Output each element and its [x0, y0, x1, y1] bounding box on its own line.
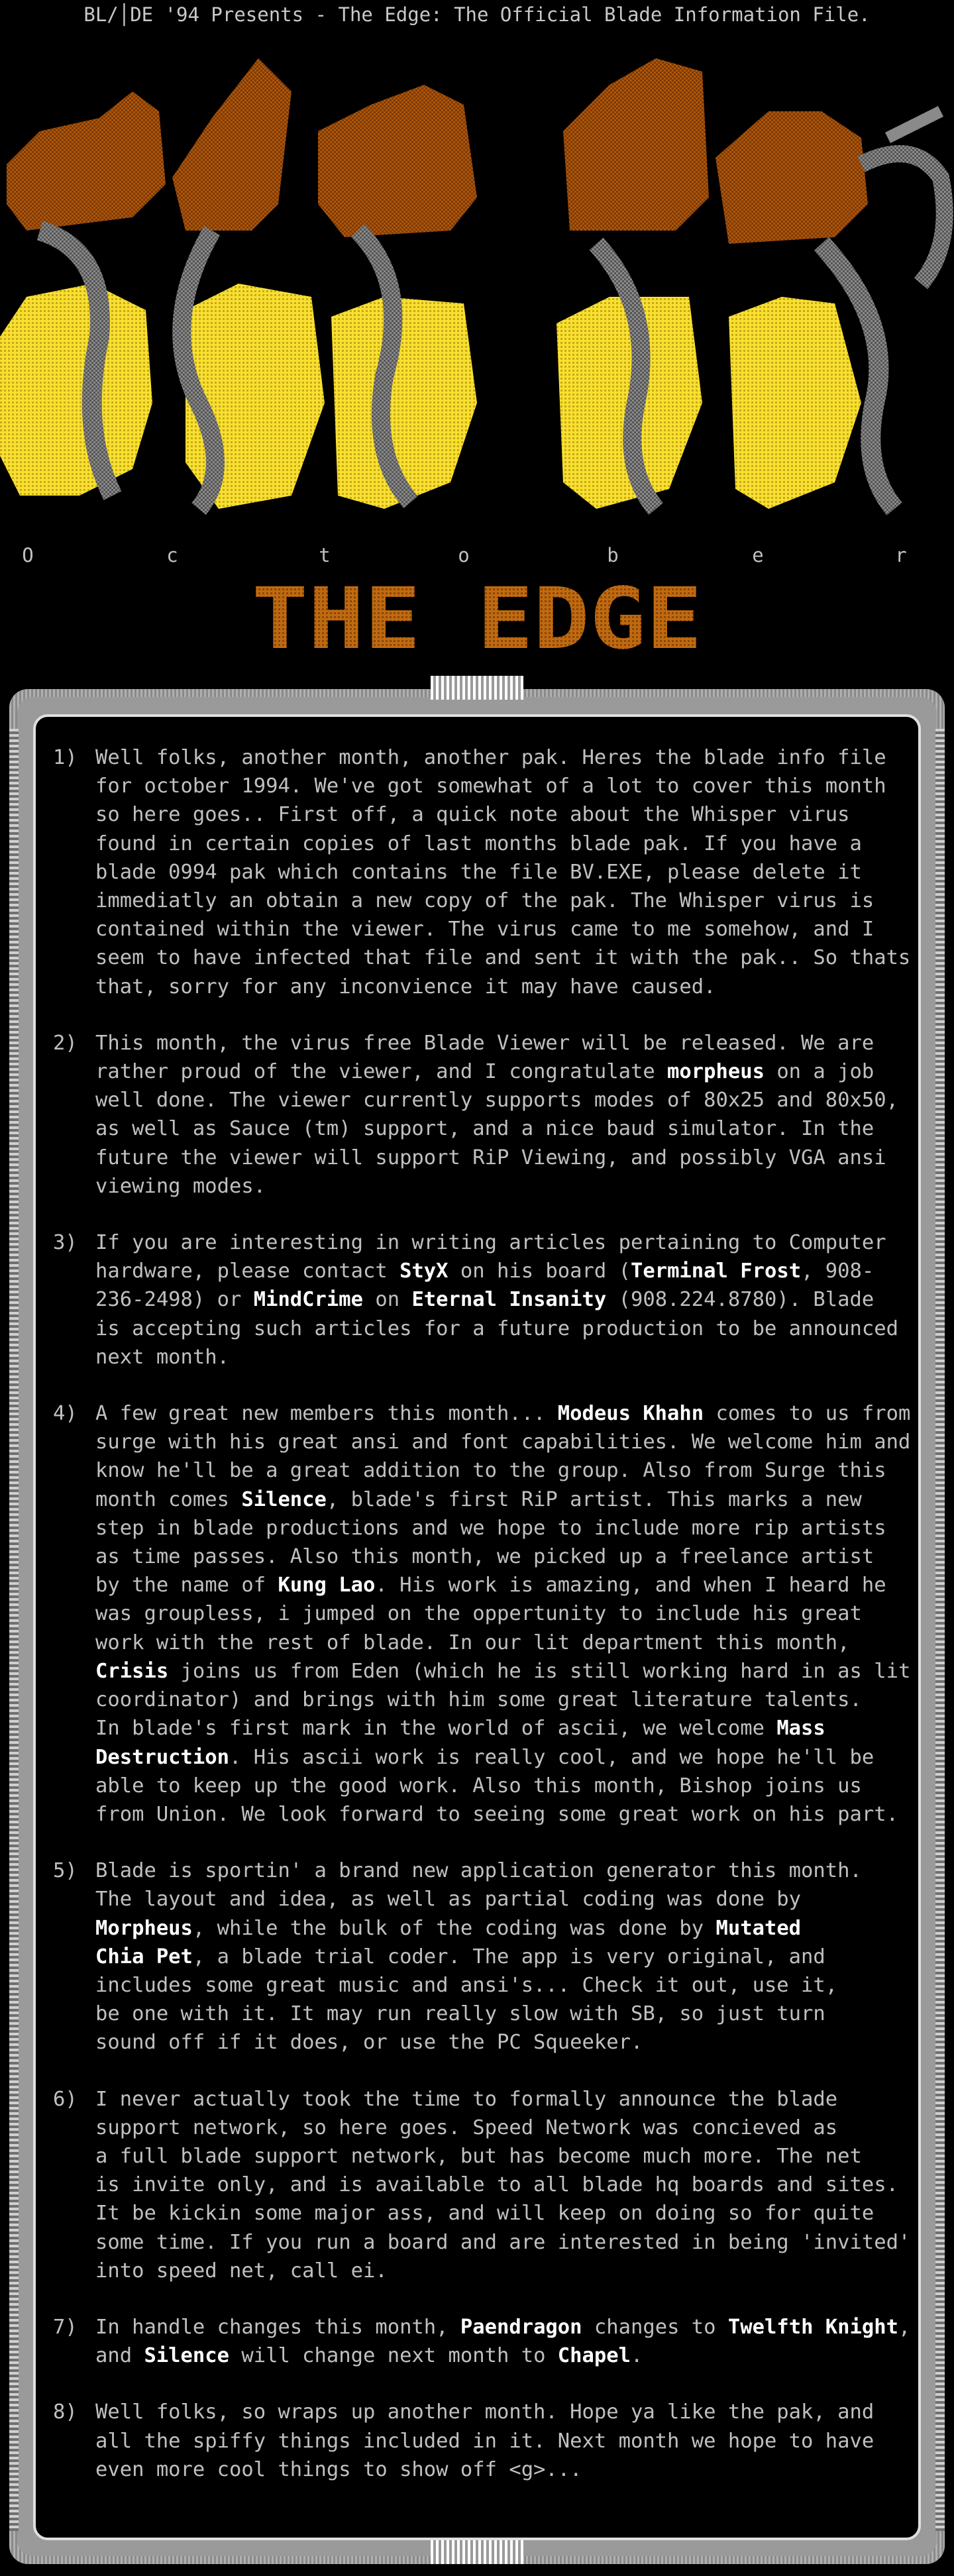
item-text: [95, 2257, 901, 2285]
text-segment: is invite only, and is available to all blade hq boards and sites.: [95, 2173, 898, 2197]
item-text: [95, 2000, 901, 2028]
item-number: [53, 1914, 95, 1943]
item-number: [53, 2257, 95, 2285]
item-number: [53, 2427, 95, 2455]
text-segment: step in blade productions and we hope to include more rip artists: [95, 1516, 886, 1540]
info-line: [53, 886, 901, 915]
item-text: [95, 1086, 901, 1114]
info-line: [53, 1629, 901, 1657]
text-segment: In blade's first mark in the world of ascii, we welcome: [95, 1717, 777, 1741]
item-text: [95, 2228, 910, 2257]
highlighted-name: MindCrime: [253, 1288, 363, 1312]
info-line: [53, 2142, 901, 2171]
text-segment: a full blade support network, but has become much more. The net: [95, 2144, 862, 2168]
info-line: [53, 2427, 901, 2455]
text-segment: found in certain copies of last months blade pak. If you have a: [95, 832, 862, 855]
item-text: [95, 943, 910, 972]
item-text: [95, 1657, 910, 1686]
item-text: [95, 1714, 901, 1743]
item-text: [95, 1800, 901, 1829]
item-number: [53, 2114, 95, 2142]
text-segment: able to keep up the good work. Also this month, Bishop joins us: [95, 1774, 862, 1798]
info-line: [53, 2228, 911, 2257]
text-segment: work with the rest of blade. In our lit department this month,: [95, 1631, 850, 1654]
highlighted-name: Twelfth Knight: [727, 2315, 898, 2339]
info-line: [53, 1172, 901, 1201]
item-number: 4): [53, 1402, 78, 1426]
text-segment: sound off if it does, or use the PC Squeeker.: [95, 2031, 643, 2055]
frame-edge-left: [9, 729, 19, 2531]
highlighted-name: Mass: [776, 1717, 825, 1741]
text-segment: . His work is amazing, and when I heard he: [375, 1574, 886, 1597]
item-number: [53, 1772, 95, 1800]
text-segment: know he'll be a great addition to the group. Also from Surge this: [95, 1459, 886, 1483]
info-line: [53, 1428, 911, 1456]
item-number: [53, 1571, 95, 1599]
item-text: [95, 1743, 901, 1772]
info-item-5: [53, 1856, 901, 2057]
highlighted-name: Terminal Frost: [630, 1260, 802, 1283]
logo-letter-b-bottom: [0, 284, 152, 496]
month-letter: c: [166, 544, 178, 566]
text-segment: support network, so here goes. Speed Network was concieved as: [95, 2116, 838, 2139]
item-number: [53, 800, 95, 829]
info-line: [53, 1514, 901, 1542]
text-segment: surge with his great ansi and font capabilities. We welcome him and: [95, 1430, 911, 1454]
text-segment: viewing modes.: [95, 1174, 266, 1198]
month-letter: t: [319, 544, 331, 566]
item-text: [95, 1285, 901, 1314]
info-line: [53, 1399, 911, 1428]
item-text: [95, 1057, 901, 1086]
text-segment: as well as Sauce (tm) support, and a nice baud simulator. In the: [95, 1117, 874, 1141]
text-segment: A few great new members this month...: [95, 1402, 558, 1426]
highlighted-name: Silence: [241, 1487, 327, 1511]
info-line: [53, 800, 901, 829]
item-text: [95, 1343, 901, 1371]
item-number: [53, 915, 95, 943]
info-line: [53, 1228, 901, 1257]
highlighted-name: Kung Lao: [278, 1574, 376, 1597]
item-number: [53, 1086, 95, 1114]
highlighted-name: Destruction: [95, 1745, 229, 1769]
info-item-8: [53, 2398, 901, 2484]
item-number: [53, 1542, 95, 1571]
info-line: [53, 1743, 901, 1772]
item-text: [95, 1144, 901, 1172]
item-text: [95, 1228, 901, 1257]
text-segment: will change next month to: [229, 2344, 558, 2368]
info-line: [53, 1971, 901, 2000]
info-line: [53, 1599, 901, 1628]
info-line: [53, 2398, 901, 2426]
item-number: [53, 2028, 95, 2057]
info-line: [53, 1343, 901, 1371]
item-text: [95, 1856, 901, 1885]
text-segment: (908.224.8780). Blade: [606, 1288, 874, 1312]
month-letter: b: [607, 544, 619, 566]
text-segment: that, sorry for any inconvience it may have caused.: [95, 975, 716, 998]
text-segment: , a blade trial coder. The app is very original, and: [192, 1945, 825, 1968]
item-number: [53, 1885, 95, 1913]
info-line: [53, 2313, 911, 2341]
info-line: [53, 830, 901, 858]
text-segment: Well folks, so wraps up another month. Hope ya like the pak, and: [95, 2400, 874, 2424]
item-number: [53, 1428, 95, 1456]
info-line: [53, 772, 901, 800]
item-number: [53, 2000, 95, 2028]
text-segment: was groupless, i jumped on the oppertunity to include his great: [95, 1602, 862, 1626]
item-text: [95, 2028, 901, 2057]
item-number: [53, 1657, 95, 1686]
text-segment: 236-2498) or: [95, 1288, 254, 1312]
text-segment: joins us from Eden (which he is still working hard in as lit: [168, 1659, 911, 1683]
item-text: [95, 1428, 910, 1456]
highlighted-name: Paendragon: [460, 2315, 582, 2339]
item-number: [53, 1971, 95, 2000]
text-segment: seem to have infected that file and sent it with the pak.. So thats: [95, 946, 911, 970]
item-number: 2): [53, 1031, 78, 1055]
item-text: [95, 1514, 901, 1542]
item-text: [95, 1599, 901, 1628]
item-number: 7): [53, 2315, 78, 2339]
text-segment: blade 0994 pak which contains the file BV.EXE, please delete it: [95, 860, 862, 884]
month-letter: e: [752, 544, 764, 566]
item-text: [95, 2142, 901, 2171]
item-number: [53, 1144, 95, 1172]
item-text: [95, 1885, 901, 1913]
info-line: [53, 1057, 901, 1086]
info-line: [53, 1257, 901, 1285]
item-text: [95, 772, 901, 800]
info-line: [53, 2028, 901, 2057]
info-line: [53, 1029, 901, 1057]
text-segment: as time passes. Also this month, we picked up a freelance artist: [95, 1545, 874, 1569]
item-text: [95, 1172, 901, 1201]
item-number: [53, 830, 95, 858]
info-item-7: [53, 2313, 911, 2370]
item-text: [95, 1686, 901, 1714]
item-number: [53, 2171, 95, 2199]
text-segment: rather proud of the viewer, and I congratulate: [95, 1060, 668, 1084]
info-line: [53, 2114, 901, 2142]
text-segment: changes to: [582, 2315, 728, 2339]
text-segment: and: [95, 2344, 144, 2368]
item-number: [53, 1257, 95, 1285]
item-number: 5): [53, 1859, 78, 1883]
item-number: [53, 943, 95, 972]
item-text: [95, 858, 901, 886]
item-number: [53, 1057, 95, 1086]
info-line: [53, 2341, 901, 2370]
text-segment: It be kickin some major ass, and will keep on doing so for quite: [95, 2202, 874, 2226]
item-number: 1): [53, 746, 78, 769]
item-text: [95, 1772, 901, 1800]
info-line: [53, 915, 901, 943]
text-segment: is accepting such articles for a future production to be announced: [95, 1316, 898, 1340]
info-line: [53, 1800, 901, 1829]
info-line: [53, 1542, 901, 1571]
text-segment: be one with it. It may run really slow with SB, so just turn: [95, 2002, 825, 2026]
item-number: [53, 886, 95, 915]
item-number: [53, 2142, 95, 2171]
info-line: [53, 1856, 901, 1885]
item-number: [53, 1514, 95, 1542]
highlighted-name: Morpheus: [95, 1916, 193, 1940]
text-segment: next month.: [95, 1345, 229, 1369]
item-number: 6): [53, 2087, 78, 2111]
item-number: [53, 2228, 95, 2257]
item-number: [53, 1343, 95, 1371]
info-line: [53, 1686, 901, 1714]
text-segment: on a job: [764, 1060, 874, 1084]
info-line: [53, 1657, 911, 1686]
item-text: [95, 1943, 901, 1971]
logo-letter-b-top: [7, 91, 166, 231]
item-number: [53, 1114, 95, 1143]
item-number: [53, 1456, 95, 1485]
info-line: [53, 1456, 901, 1485]
item-text: [95, 1257, 901, 1285]
info-line: [53, 1144, 901, 1172]
info-item-1: [53, 743, 911, 1001]
text-segment: month comes: [95, 1487, 242, 1511]
edge-title: [0, 576, 954, 663]
item-number: [53, 1629, 95, 1657]
info-item-4: [53, 1399, 911, 1829]
text-segment: I never actually took the time to formally announce the blade: [95, 2087, 838, 2111]
text-segment: , 908-: [801, 1260, 874, 1283]
item-text: [95, 800, 901, 829]
highlighted-name: Eternal Insanity: [411, 1288, 607, 1312]
item-text: [95, 2085, 901, 2114]
text-segment: , blade's first RiP artist. This marks a new: [326, 1487, 862, 1511]
text-segment: contained within the viewer. The virus came to me somehow, and I: [95, 918, 874, 941]
text-segment: by the name of: [95, 1574, 278, 1597]
info-line: [53, 858, 901, 886]
text-segment: , while the bulk of the coding was done by: [192, 1916, 716, 1940]
item-text: [95, 1571, 901, 1599]
info-line: [53, 1914, 901, 1943]
item-number: [53, 973, 95, 1001]
item-number: 8): [53, 2400, 78, 2424]
highlighted-name: StyX: [399, 1260, 449, 1283]
text-segment: Blade is sportin' a brand new application generator this month.: [95, 1859, 862, 1883]
item-text: [95, 2398, 901, 2426]
highlighted-name: Crisis: [95, 1659, 169, 1683]
item-text: [95, 915, 901, 943]
item-text: [95, 1399, 910, 1428]
text-segment: includes some great music and ansi's... Check it out, use it,: [95, 1973, 838, 1997]
item-text: [95, 830, 901, 858]
highlighted-name: morpheus: [667, 1060, 765, 1084]
info-line: [53, 1086, 901, 1114]
item-text: [95, 2313, 910, 2341]
highlighted-name: Modeus Khahn: [557, 1402, 704, 1426]
text-segment: all the spiffy things included in it. Next month we hope to have: [95, 2429, 874, 2453]
text-segment: into speed net, call ei.: [95, 2259, 388, 2282]
info-line: [53, 2257, 901, 2285]
item-text: [95, 1456, 901, 1485]
text-segment: even more cool things to show off <g>...: [95, 2457, 582, 2481]
item-number: [53, 1714, 95, 1743]
info-item-6: [53, 2085, 911, 2285]
text-segment: Well folks, another month, another pak. Heres the blade info file: [95, 746, 886, 769]
frame-edge-right: [935, 729, 945, 2531]
item-number: [53, 2455, 95, 2484]
frame-notch-top: [431, 676, 523, 700]
item-text: [95, 886, 901, 915]
month-letter: O: [22, 544, 34, 566]
info-line: [53, 743, 901, 772]
text-segment: well done. The viewer currently supports modes of 80x25 and 80x50,: [95, 1089, 898, 1112]
item-number: [53, 1743, 95, 1772]
item-number: [53, 1943, 95, 1971]
text-segment: This month, the virus free Blade Viewer will be released. We are: [95, 1031, 874, 1055]
highlighted-name: Chapel: [557, 2344, 631, 2368]
month-letter: o: [458, 544, 470, 566]
item-text: [95, 1029, 901, 1057]
item-text: [95, 1542, 901, 1571]
info-line: [53, 2085, 901, 2114]
info-line: [53, 1885, 901, 1913]
item-text: [95, 2199, 901, 2227]
info-line: [53, 1114, 901, 1143]
item-number: [53, 1599, 95, 1628]
info-line: [53, 1943, 901, 1971]
info-line: [53, 1714, 901, 1743]
highlighted-name: Chia Pet: [95, 1945, 193, 1968]
text-segment: coordinator) and brings with him some great literature talents.: [95, 1688, 862, 1712]
edge-title-text: THE EDGE: [252, 576, 702, 663]
item-text: [95, 2171, 901, 2199]
item-number: [53, 1285, 95, 1314]
frame-notch-bottom: [431, 2540, 523, 2564]
item-number: [53, 1485, 95, 1514]
info-line: [53, 973, 901, 1001]
item-number: [53, 1172, 95, 1201]
month-letters: [0, 542, 954, 568]
item-text: [95, 1914, 901, 1943]
info-line: [53, 943, 911, 972]
item-text: [95, 973, 901, 1001]
item-number: [53, 2199, 95, 2227]
item-number: [53, 1686, 95, 1714]
item-number: [53, 1315, 95, 1343]
text-segment: from Union. We look forward to seeing some great work on his part.: [95, 1802, 898, 1826]
item-number: 3): [53, 1231, 78, 1255]
text-segment: so here goes.. First off, a quick note about the Whisper virus: [95, 803, 850, 827]
item-text: [95, 2114, 901, 2142]
text-segment: some time. If you run a board and are interested in being 'invited': [95, 2230, 911, 2254]
info-line: [53, 1315, 901, 1343]
text-segment: future the viewer will support RiP Viewing, and possibly VGA ansi: [95, 1146, 886, 1169]
text-segment: ,: [898, 2315, 911, 2339]
text-segment: for october 1994. We've got somewhat of a lot to cover this month: [95, 775, 886, 798]
highlighted-name: Mutated: [716, 1916, 802, 1940]
item-number: [53, 772, 95, 800]
info-line: [53, 2199, 901, 2227]
item-number: [53, 2341, 95, 2370]
text-segment: The layout and idea, as well as partial coding was done by: [95, 1888, 802, 1911]
info-items: [53, 743, 911, 2484]
info-line: [53, 2000, 901, 2028]
item-text: [95, 1629, 901, 1657]
item-number: [53, 1800, 95, 1829]
item-text: [95, 1485, 901, 1514]
text-segment: .: [630, 2344, 643, 2368]
text-segment: hardware, please contact: [95, 1260, 400, 1283]
info-line: [53, 1285, 901, 1314]
info-item-2: [53, 1029, 901, 1201]
info-line: [53, 2171, 901, 2199]
item-number: [53, 858, 95, 886]
highlighted-name: Silence: [144, 2344, 229, 2368]
item-text: [95, 743, 901, 772]
text-segment: on: [362, 1288, 412, 1312]
text-segment: immediatly an obtain a new copy of the pak. The Whisper virus is: [95, 889, 874, 913]
item-text: [95, 1971, 901, 2000]
month-letter: r: [895, 544, 907, 566]
header-title: BL/│DE '94 Presents - The Edge: The Official Blade Information File.: [83, 3, 871, 26]
text-segment: If you are interesting in writing articles pertaining to Computer: [95, 1231, 886, 1255]
text-segment: In handle changes this month,: [95, 2315, 460, 2339]
text-segment: on his board (: [448, 1260, 631, 1283]
info-line: [53, 1571, 901, 1599]
item-text: [95, 1315, 901, 1343]
info-item-3: [53, 1228, 901, 1371]
item-text: [95, 1114, 901, 1143]
info-line: [53, 1772, 901, 1800]
info-line: [53, 1485, 901, 1514]
blade-logo-art: [0, 32, 954, 535]
text-segment: comes to us from: [704, 1402, 911, 1426]
item-text: [95, 2341, 901, 2370]
item-text: [95, 2427, 901, 2455]
info-line: [53, 2455, 901, 2484]
text-segment: . His ascii work is really cool, and we hope he'll be: [229, 1745, 874, 1769]
item-text: [95, 2455, 901, 2484]
